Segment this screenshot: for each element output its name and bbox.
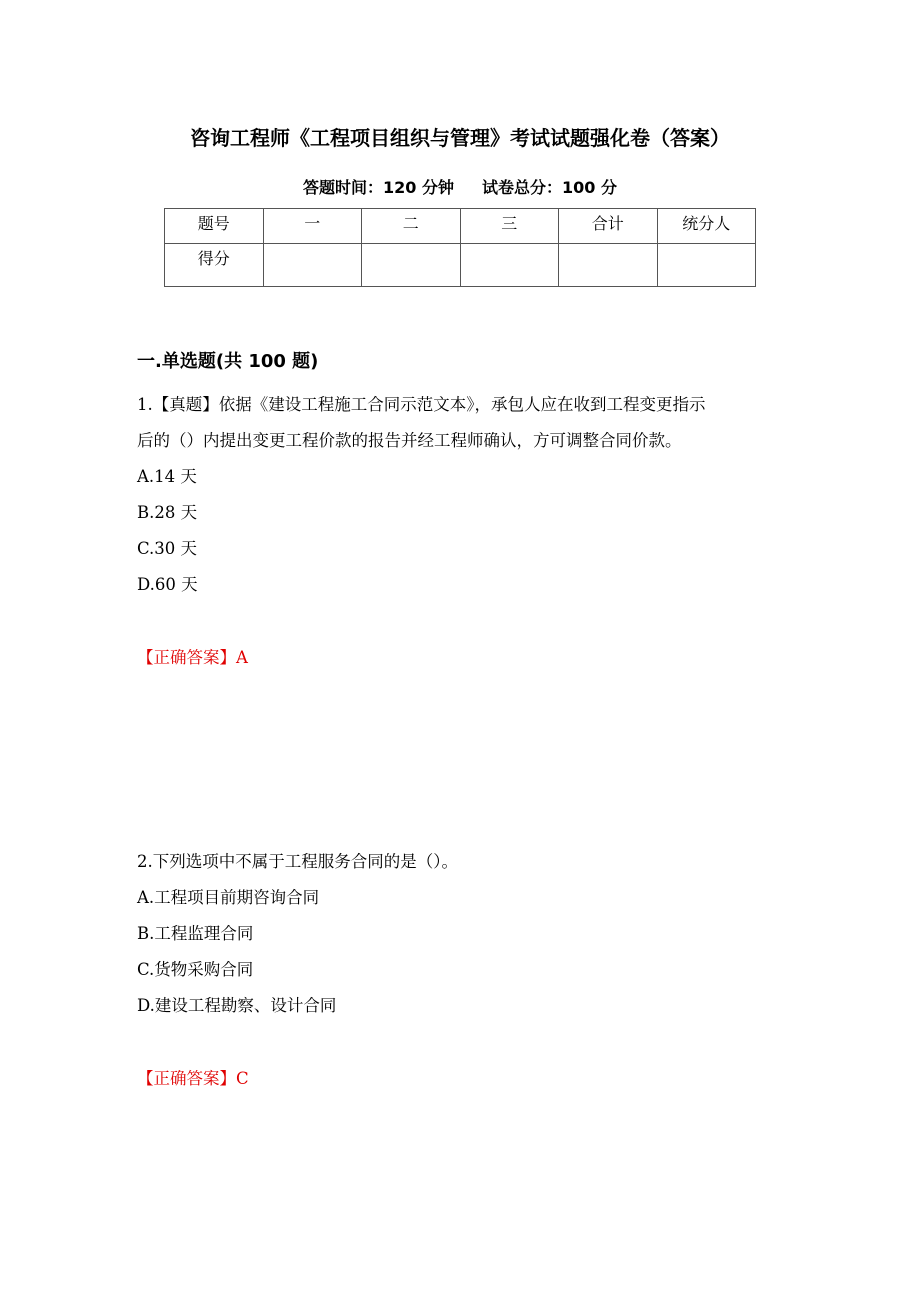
row-label: 得分 (165, 244, 264, 287)
header-cell: 三 (460, 209, 559, 244)
exam-time: 答题时间：120 分钟 (303, 178, 454, 197)
header-cell: 合计 (559, 209, 658, 244)
score-table (164, 208, 756, 287)
header-cell: 题号 (165, 209, 264, 244)
score-cell (460, 244, 559, 287)
document-title: 咨询工程师《工程项目组织与管理》考试试题强化卷（答案） (190, 126, 730, 150)
header-cell: 统分人 (657, 209, 756, 244)
question-1-option: B.28 天 (137, 503, 198, 522)
score-cell (657, 244, 756, 287)
question-1-text-line: 后的（）内提出变更工程价款的报告并经工程师确认，方可调整合同价款。 (137, 431, 682, 450)
question-2-answer: 【正确答案】C (137, 1069, 249, 1088)
score-cell (263, 244, 362, 287)
question-2-option: D.建设工程勘察、设计合同 (137, 996, 337, 1015)
section-heading: 一.单选题(共 100 题) (137, 351, 319, 372)
question-2-option: C.货物采购合同 (137, 960, 254, 979)
score-cell (362, 244, 461, 287)
exam-info (0, 175, 920, 198)
exam-total-score: 试卷总分：100 分 (482, 178, 617, 197)
header-cell: 一 (263, 209, 362, 244)
score-table-header-row (165, 209, 756, 244)
question-1-option: C.30 天 (137, 539, 198, 558)
question-1-option: D.60 天 (137, 575, 198, 594)
question-1-answer: 【正确答案】A (137, 648, 248, 667)
question-1-text-line: 1.【真题】依据《建设工程施工合同示范文本》，承包人应在收到工程变更指示 (137, 395, 706, 414)
score-cell (559, 244, 658, 287)
question-2-option: B.工程监理合同 (137, 924, 254, 943)
question-2-option: A.工程项目前期咨询合同 (137, 888, 320, 907)
score-table-score-row (165, 244, 756, 287)
question-1-option: A.14 天 (137, 467, 197, 486)
question-2-text-line: 2.下列选项中不属于工程服务合同的是（）。 (137, 852, 458, 871)
header-cell: 二 (362, 209, 461, 244)
